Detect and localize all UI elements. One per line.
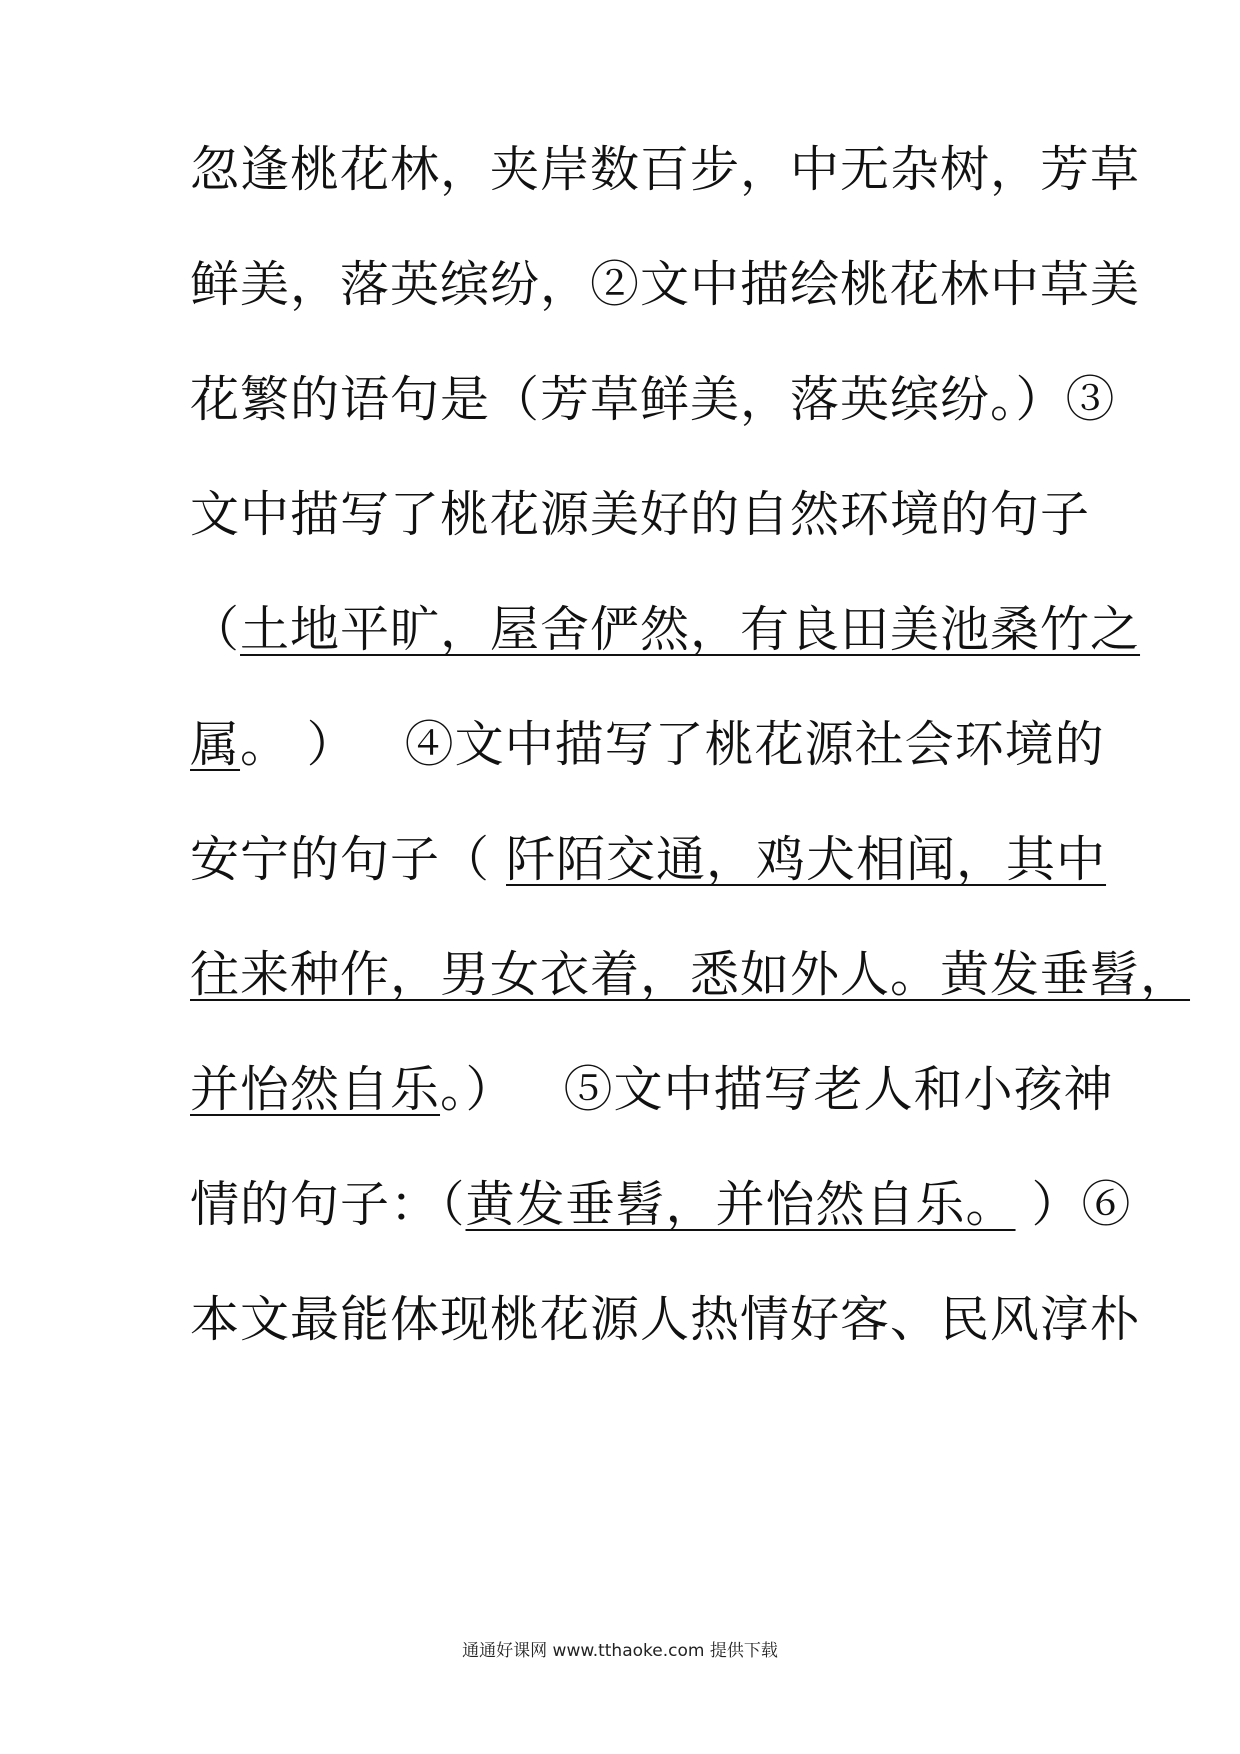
underlined-answer: 土地平旷，屋舍俨然，有良田美池桑竹之 — [240, 601, 1141, 658]
line-text: 。 ） — [240, 716, 357, 773]
text-line-10 — [190, 1175, 1132, 1235]
line-text: 文中描写了桃花源美好的自然环境的句子 — [190, 486, 1091, 543]
line-text: 安宁的句子（ — [190, 831, 491, 888]
text-line-7 — [190, 830, 1107, 890]
line-text: 情的句子：（ — [190, 1176, 466, 1233]
text-line-6 — [190, 715, 1105, 775]
underlined-answer: 往来种作，男女衣着，悉如外人。黄发垂髫， — [190, 946, 1191, 1003]
text-line-9 — [190, 1060, 1114, 1120]
underlined-answer: 属 — [190, 716, 241, 773]
line-text: 。） — [440, 1061, 516, 1118]
text-line-4 — [190, 485, 1091, 545]
line-text: 鲜美，落英缤纷，②文中描绘桃花林中草美 — [190, 256, 1141, 313]
line-text: ④文中描写了桃花源社会环境的 — [404, 716, 1105, 773]
text-line-1 — [190, 140, 1141, 200]
page-footer — [0, 1636, 1240, 1661]
text-line-11 — [190, 1290, 1141, 1350]
line-text: 花繁的语句是（芳草鲜美，落英缤纷。）③ — [190, 371, 1116, 428]
underlined-answer: 并怡然自乐 — [190, 1061, 441, 1118]
footer-text: 通通好课网 www.tthaoke.com 提供下载 — [462, 1641, 778, 1661]
text-line-5 — [190, 600, 1141, 660]
line-text: ⑤文中描写老人和小孩神 — [563, 1061, 1114, 1118]
text-line-3 — [190, 370, 1116, 430]
open-paren: （ — [190, 601, 241, 658]
line-text: ）⑥ — [1031, 1176, 1132, 1233]
text-line-8 — [190, 945, 1191, 1005]
line-text: 本文最能体现桃花源人热情好客、民风淳朴 — [190, 1291, 1141, 1348]
underlined-answer: 黄发垂髫，并怡然自乐。 — [465, 1176, 1016, 1233]
underlined-answer: 阡陌交通，鸡犬相闻，其中 — [506, 831, 1107, 888]
line-text: 忽逢桃花林，夹岸数百步，中无杂树，芳草 — [190, 141, 1141, 198]
text-line-2 — [190, 255, 1141, 315]
